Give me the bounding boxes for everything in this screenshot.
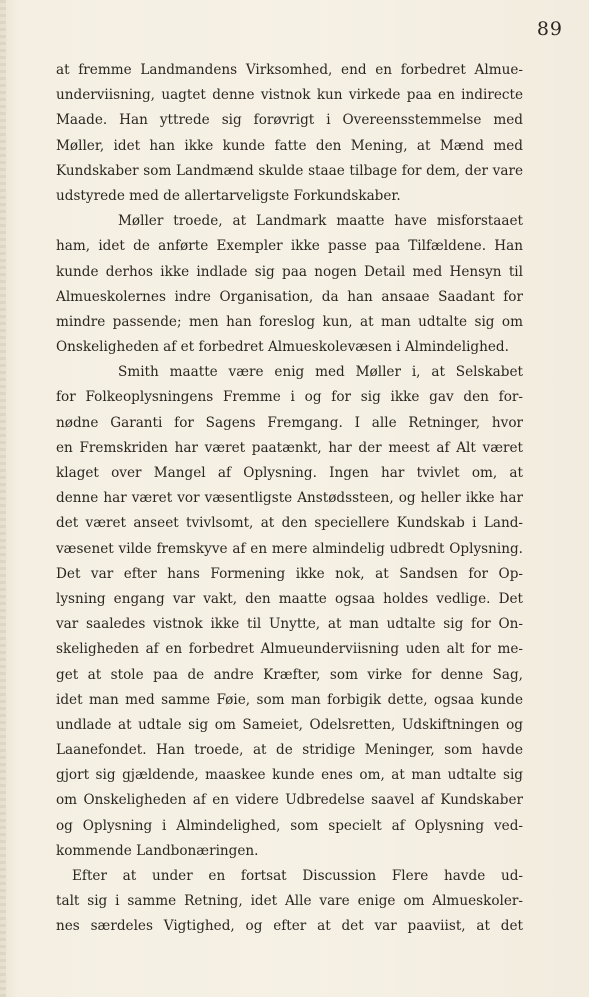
text-line: get at stole paa de andre Kræfter, som virke for denne Sag, <box>56 666 523 683</box>
text-line: en Fremskriden har været paatænkt, har der meest af Alt været <box>56 439 523 456</box>
text-line: denne har været vor væsentligste Anstødssteen, og heller ikke har <box>56 490 523 507</box>
text-line: ham, idet de anførte Exempler ikke passe paa Tilfældene. Han <box>56 238 523 255</box>
text-line: talt sig i samme Retning, idet Alle vare enige om Almueskoler- <box>56 893 523 910</box>
text-line: det været anseet tvivlsomt, at den speciellere Kundskab i Land- <box>56 515 523 532</box>
text-line: idet man med samme Føie, som man forbigik dette, ogsaa kunde <box>56 691 523 708</box>
text-line: kunde derhos ikke indlade sig paa nogen Detail med Hensyn til <box>56 263 523 280</box>
text-line: Maade. Han yttrede sig forøvrigt i Overeensstemmelse med <box>56 112 523 129</box>
text-line: Møller troede, at Landmark maatte have misforstaaet <box>118 213 523 230</box>
text-line: at fremme Landmandens Virksomhed, end en forbedret Almue- <box>56 62 523 78</box>
text-line: Smith maatte være enig med Møller i, at Selskabet <box>118 364 523 381</box>
text-line: Almueskolernes indre Organisation, da han ansaae Saadant for <box>56 288 523 305</box>
text-line: skeligheden af en forbedret Almueunderviisning uden alt for me- <box>56 641 523 658</box>
body-text <box>56 58 523 940</box>
text-line: kommende Landbonæringen. <box>56 842 259 859</box>
text-line: gjort sig gjældende, maaskee kunde enes om, at man udtalte sig <box>56 767 523 784</box>
text-line: nes særdeles Vigtighed, og efter at det var paaviist, at det <box>56 918 523 935</box>
text-line: Møller, idet han ikke kunde fatte den Mening, at Mænd med <box>56 137 523 154</box>
text-line: for Folkeoplysningens Fremme i og for sig ikke gav den for- <box>56 389 523 406</box>
text-line: væsenet vilde fremskyve af en mere almindelig udbredt Oplysning. <box>56 540 523 557</box>
text-line: Onskeligheden af et forbedret Almueskolevæsen i Almindelighed. <box>56 339 509 356</box>
text-line: underviisning, uagtet denne vistnok kun virkede paa en indirecte <box>56 87 523 104</box>
text-line: Laanefondet. Han troede, at de stridige Meninger, som havde <box>56 742 523 759</box>
text-line: var saaledes vistnok ikke til Unytte, at man udtalte sig for On- <box>56 616 523 633</box>
text-line: og Oplysning i Almindelighed, som specielt af Oplysning ved- <box>56 817 523 834</box>
text-line: lysning engang var vakt, den maatte ogsaa holdes vedlige. Det <box>56 590 523 607</box>
text-line: undlade at udtale sig om Sameiet, Odelsretten, Udskiftningen og <box>56 716 523 733</box>
text-line: nødne Garanti for Sagens Fremgang. I alle Retninger, hvor <box>56 414 523 431</box>
text-line: Kundskaber som Landmænd skulde staae tilbage for dem, der vare <box>56 162 523 179</box>
page-edge <box>0 0 6 997</box>
text-line: klaget over Mangel af Oplysning. Ingen har tvivlet om, at <box>56 465 523 481</box>
text-line: om Onskeligheden af en videre Udbredelse saavel af Kundskaber <box>56 792 523 809</box>
text-line: Efter at under en fortsat Discussion Flere havde ud- <box>72 868 523 884</box>
text-line: mindre passende; men han foreslog kun, at man udtalte sig om <box>56 313 523 330</box>
text-line: udstyrede med de allertarveligste Forkundskaber. <box>56 187 401 204</box>
page-number: 89 <box>536 18 563 40</box>
text-line: Det var efter hans Formening ikke nok, at Sandsen for Op- <box>56 565 523 582</box>
